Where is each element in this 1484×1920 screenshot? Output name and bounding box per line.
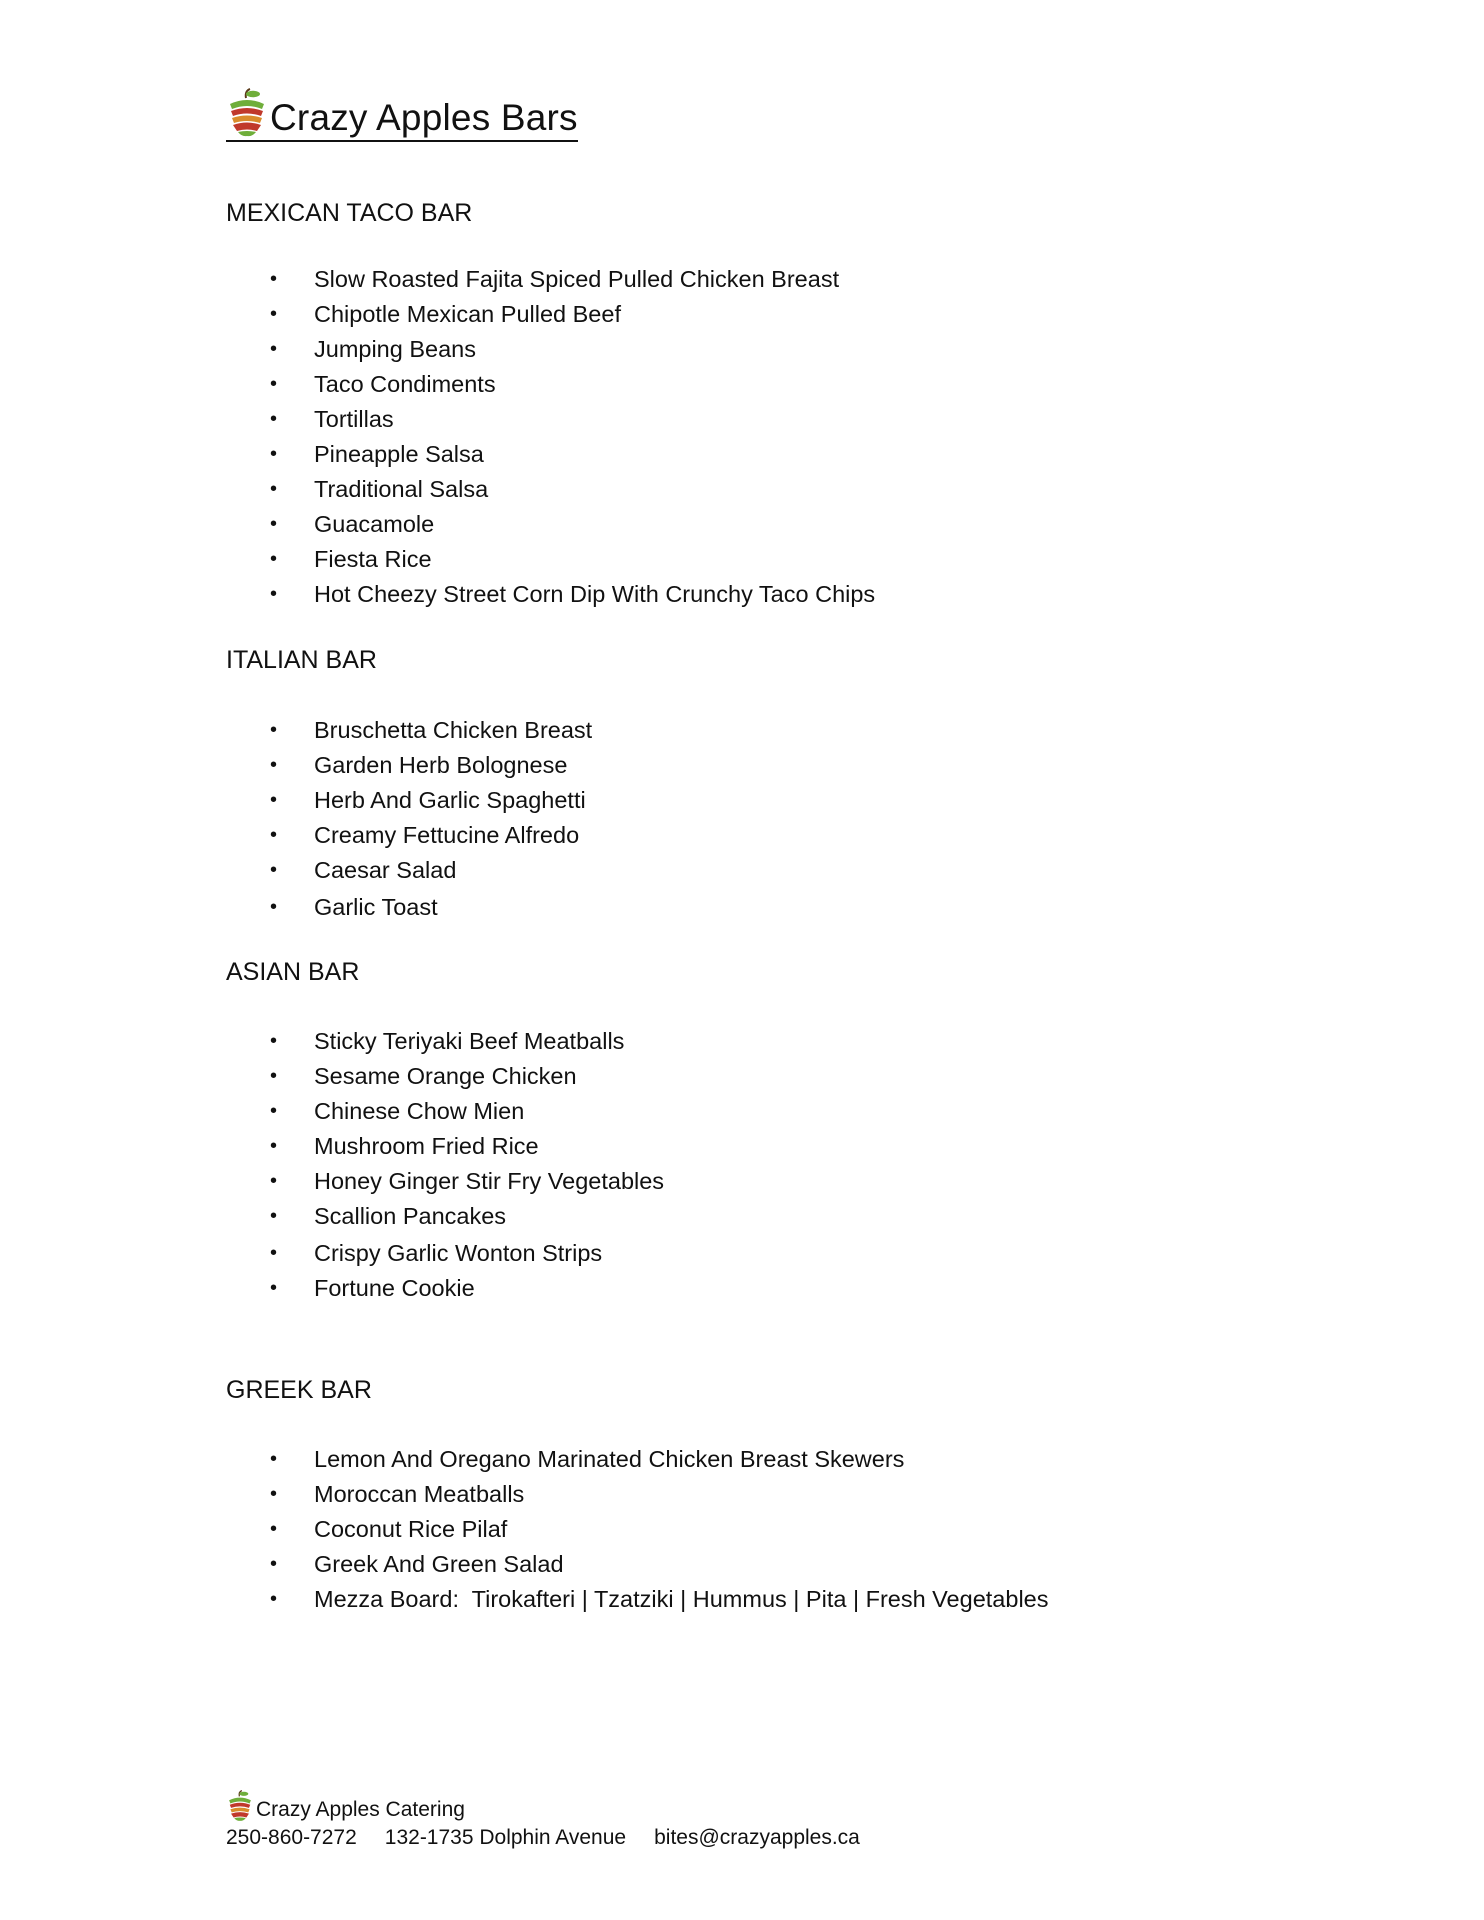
footer-phone: 250-860-7272 <box>226 1826 357 1849</box>
list-item: • Traditional Salsa <box>268 472 875 507</box>
footer-brand-name: Crazy Apples Catering <box>256 1798 465 1821</box>
bullet: • <box>270 1065 278 1087</box>
section-list-mexican <box>268 262 875 612</box>
bullet: • <box>270 859 278 881</box>
bullet: • <box>270 408 278 430</box>
bullet: • <box>270 896 278 918</box>
page-header <box>226 88 578 142</box>
section-list-greek <box>268 1442 1048 1617</box>
list-item: • Guacamole <box>268 507 875 542</box>
footer-brand <box>226 1790 860 1822</box>
list-item: • Mushroom Fried Rice <box>268 1129 664 1164</box>
list-item: • Honey Ginger Stir Fry Vegetables <box>268 1164 664 1199</box>
bullet: • <box>270 268 278 290</box>
bullet: • <box>270 1170 278 1192</box>
bullet: • <box>270 754 278 776</box>
bullet: • <box>270 513 278 535</box>
bullet: • <box>270 1100 278 1122</box>
bullet: • <box>270 1588 278 1610</box>
list-item: • Garlic Toast <box>268 890 592 925</box>
footer-email: bites@crazyapples.ca <box>654 1826 860 1849</box>
list-item: • Fiesta Rice <box>268 542 875 577</box>
page-title: Crazy Apples Bars <box>270 97 578 138</box>
list-item: • Garden Herb Bolognese <box>268 748 592 783</box>
bullet: • <box>270 303 278 325</box>
list-item: • Pineapple Salsa <box>268 437 875 472</box>
bullet: • <box>270 824 278 846</box>
list-item: • Chinese Chow Mien <box>268 1094 664 1129</box>
bullet: • <box>270 1483 278 1505</box>
list-item: • Jumping Beans <box>268 332 875 367</box>
list-item: • Herb And Garlic Spaghetti <box>268 783 592 818</box>
bullet: • <box>270 789 278 811</box>
list-item: • Greek And Green Salad <box>268 1547 1048 1582</box>
footer-address: 132-1735 Dolphin Avenue <box>384 1826 627 1849</box>
list-item: • Caesar Salad <box>268 853 592 888</box>
bullet: • <box>270 1448 278 1470</box>
bullet: • <box>270 583 278 605</box>
bullet: • <box>270 443 278 465</box>
bullet: • <box>270 548 278 570</box>
bullet: • <box>270 1277 278 1299</box>
section-list-asian <box>268 1024 664 1306</box>
bullet: • <box>270 1030 278 1052</box>
bullet: • <box>270 1553 278 1575</box>
stacked-apple-logo-icon <box>226 1790 254 1822</box>
bullet: • <box>270 1205 278 1227</box>
list-item: • Chipotle Mexican Pulled Beef <box>268 297 875 332</box>
list-item: • Sesame Orange Chicken <box>268 1059 664 1094</box>
list-item: • Taco Condiments <box>268 367 875 402</box>
list-item: • Tortillas <box>268 402 875 437</box>
list-item: • Bruschetta Chicken Breast <box>268 713 592 748</box>
list-item: • Moroccan Meatballs <box>268 1477 1048 1512</box>
bullet: • <box>270 1135 278 1157</box>
bullet: • <box>270 373 278 395</box>
bullet: • <box>270 338 278 360</box>
list-item: • Lemon And Oregano Marinated Chicken Breast Skewers <box>268 1442 1048 1477</box>
section-heading-asian: ASIAN BAR <box>226 958 360 986</box>
section-heading-italian: ITALIAN BAR <box>226 646 377 674</box>
section-list-italian <box>268 713 592 925</box>
bullet: • <box>270 1518 278 1540</box>
bullet: • <box>270 478 278 500</box>
section-heading-mexican: MEXICAN TACO BAR <box>226 199 473 227</box>
bullet: • <box>270 719 278 741</box>
page-footer <box>226 1790 860 1850</box>
list-item: • Sticky Teriyaki Beef Meatballs <box>268 1024 664 1059</box>
list-item: • Slow Roasted Fajita Spiced Pulled Chicken Breast <box>268 262 875 297</box>
list-item: • Coconut Rice Pilaf <box>268 1512 1048 1547</box>
list-item: • Hot Cheezy Street Corn Dip With Crunchy Taco Chips <box>268 577 875 612</box>
section-heading-greek: GREEK BAR <box>226 1376 372 1404</box>
list-item: • Scallion Pancakes <box>268 1199 664 1234</box>
bullet: • <box>270 1242 278 1264</box>
list-item: • Crispy Garlic Wonton Strips <box>268 1236 664 1271</box>
list-item: • Mezza Board: Tirokafteri | Tzatziki | Hummus | Pita | Fresh Vegetables <box>268 1582 1048 1617</box>
list-item: • Creamy Fettucine Alfredo <box>268 818 592 853</box>
list-item: • Fortune Cookie <box>268 1271 664 1306</box>
footer-contact <box>226 1826 860 1850</box>
stacked-apple-logo-icon <box>226 88 268 138</box>
